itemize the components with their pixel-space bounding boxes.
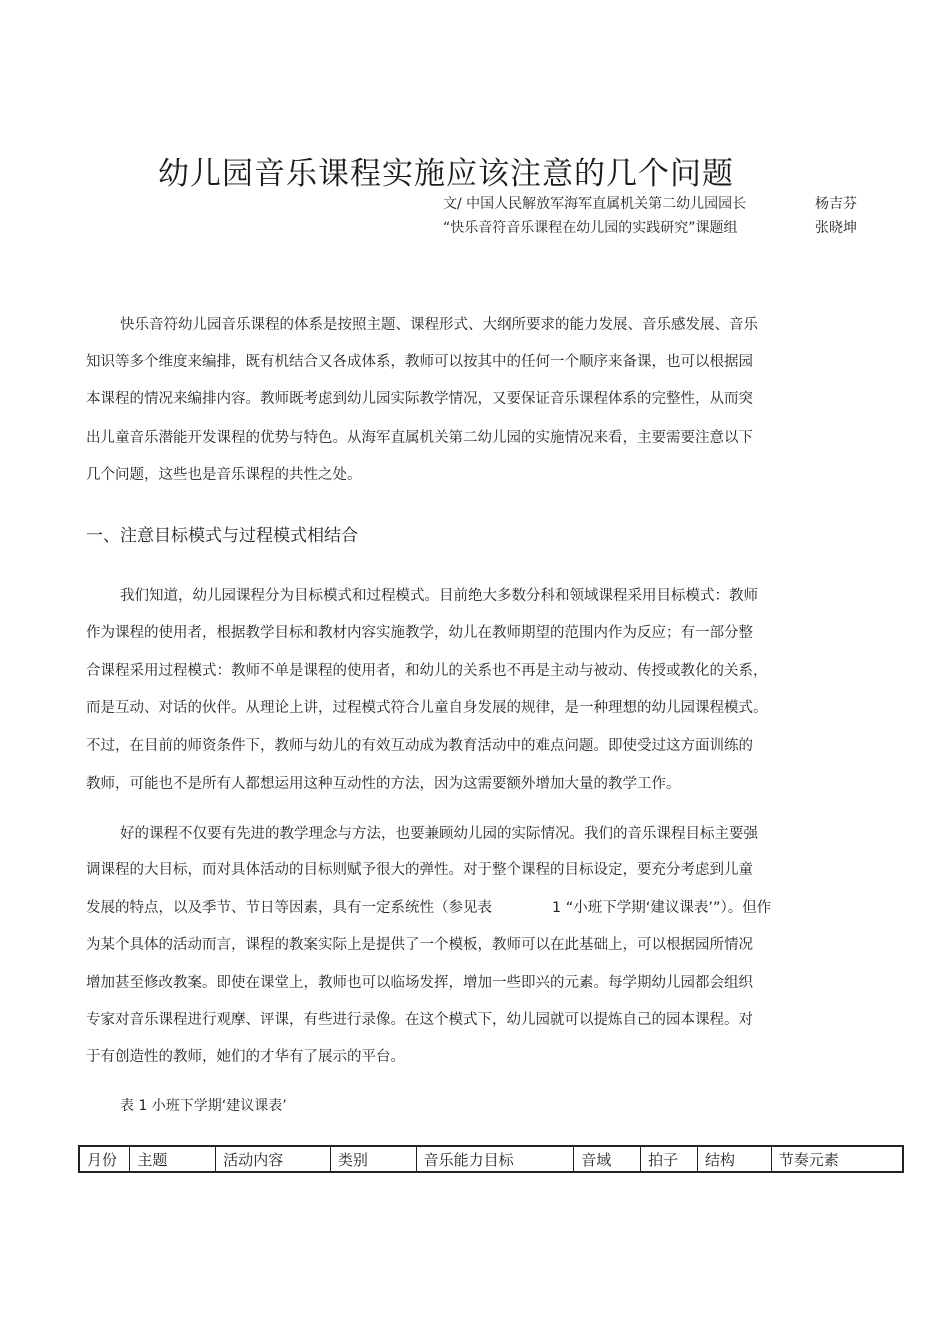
table-caption: 表 1 小班下学期‘建议课表’	[120, 1098, 287, 1114]
paragraph-line: 快乐音符幼儿园音乐课程的体系是按照主题、课程形式、大纲所要求的能力发展、音乐感发展、音乐	[120, 317, 758, 333]
paragraph-line: 出儿童音乐潜能开发课程的优势与特色。从海军直属机关第二幼儿园的实施情况来看，主要需要注意以下	[86, 430, 753, 446]
document-title: 幼儿园音乐课程实施应该注意的几个问题	[158, 156, 734, 192]
section-heading: 一、注意目标模式与过程模式相结合	[86, 526, 358, 546]
paragraph-line: 知识等多个维度来编排，既有机结合又各成体系，教师可以按其中的任何一个顺序来备课，也可以根据园	[86, 354, 753, 370]
column-header-category: 类别	[330, 1146, 416, 1172]
course-table	[78, 1145, 904, 1173]
paragraph-line: 调课程的大目标，而对具体活动的目标则赋予很大的弹性。对于整个课程的目标设定，要充分考虑到儿童	[86, 862, 753, 878]
paragraph-line: 作为课程的使用者，根据教学目标和教材内容实施教学，幼儿在教师期望的范围内作为反应；有一部分整	[86, 625, 753, 641]
column-header-month: 月份	[79, 1146, 130, 1172]
paragraph-line: 合课程采用过程模式：教师不单是课程的使用者，和幼儿的关系也不再是主动与被动、传授或教化的关系，	[86, 663, 768, 679]
paragraph-line: 本课程的情况来编排内容。教师既考虑到幼儿园实际教学情况，又要保证音乐课程体系的完整性，从而突	[86, 391, 753, 407]
author-affiliation-1: 文/ 中国人民解放军海军直属机关第二幼儿园园长	[443, 196, 747, 212]
column-header-structure: 结构	[697, 1146, 771, 1172]
column-header-activity: 活动内容	[216, 1146, 331, 1172]
paragraph-line: 为某个具体的活动而言，课程的教案实际上是提供了一个模板，教师可以在此基础上，可以根据园所情况	[86, 937, 753, 953]
paragraph-line: 不过，在目前的师资条件下，教师与幼儿的有效互动成为教育活动中的难点问题。即使受过这方面训练的	[86, 738, 753, 754]
author-name-2: 张晓坤	[815, 220, 857, 236]
paragraph-line: 而是互动、对话的伙伴。从理论上讲，过程模式符合儿童自身发展的规律，是一种理想的幼儿园课程模式。	[86, 700, 768, 716]
column-header-rhythm: 节奏元素	[771, 1146, 903, 1172]
column-header-range: 音域	[574, 1146, 641, 1172]
paragraph-line: 于有创造性的教师，她们的才华有了展示的平台。	[86, 1049, 405, 1065]
column-header-theme: 主题	[130, 1146, 216, 1172]
paragraph-line: 好的课程不仅要有先进的教学理念与方法，也要兼顾幼儿园的实际情况。我们的音乐课程目标主要强	[120, 826, 758, 842]
table-header-row	[79, 1146, 903, 1172]
column-header-meter: 拍子	[641, 1146, 698, 1172]
author-name-1: 杨吉芬	[815, 196, 857, 212]
paragraph-line: 教师，可能也不是所有人都想运用这种互动性的方法，因为这需要额外增加大量的教学工作。	[86, 776, 681, 792]
paragraph-line: 专家对音乐课程进行观摩、评课，有些进行录像。在这个模式下，幼儿园就可以提炼自己的园本课程。对	[86, 1012, 753, 1028]
paragraph-line: 几个问题，这些也是音乐课程的共性之处。	[86, 467, 362, 483]
paragraph-line: 增加甚至修改教案。即使在课堂上，教师也可以临场发挥，增加一些即兴的元素。每学期幼儿园都会组织	[86, 975, 753, 991]
column-header-ability-goal: 音乐能力目标	[416, 1146, 574, 1172]
paragraph-line: 发展的特点，以及季节、节日等因素，具有一定系统性（参见表 1 “小班下学期‘建议课表’”）。但作	[86, 900, 772, 916]
author-affiliation-2: “快乐音符音乐课程在幼儿园的实践研究”课题组	[443, 220, 738, 236]
paragraph-line: 我们知道，幼儿园课程分为目标模式和过程模式。目前绝大多数分科和领域课程采用目标模式：教师	[120, 588, 758, 604]
